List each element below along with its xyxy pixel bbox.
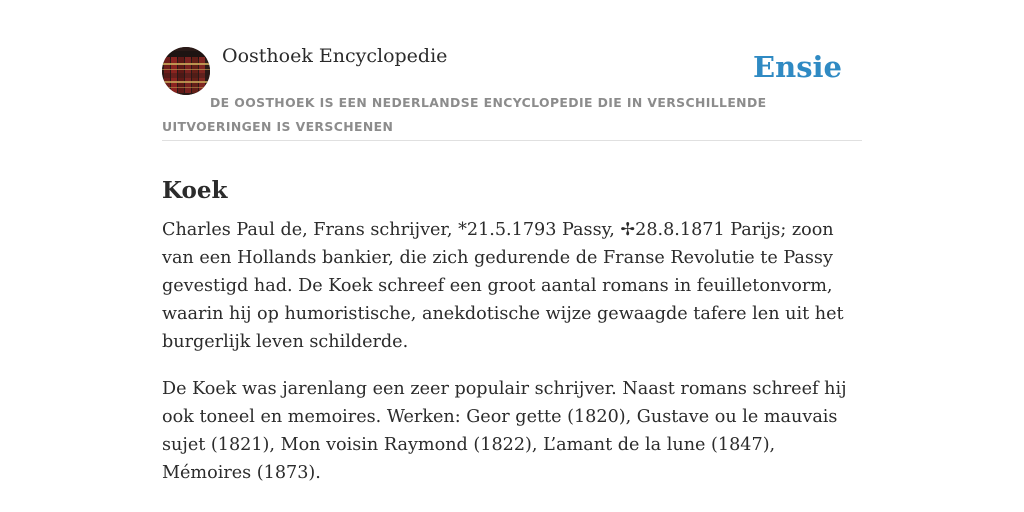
brand-logo[interactable]: Ensie (753, 50, 842, 84)
article-title: Koek (162, 177, 228, 205)
source-header (162, 44, 862, 141)
source-title-link[interactable]: Oosthoek Encyclopedie (222, 45, 448, 67)
article-body (162, 216, 868, 506)
source-tagline: DE OOSTHOEK IS EEN NEDERLANDSE ENCYCLOPEDIE DIE IN VERSCHILLENDE UITVOERINGEN IS VERSCHENEN (162, 95, 767, 134)
article-paragraph: Charles Paul de, Frans schrijver, *21.5.1793 Passy, ✢28.8.1871 Parijs; zoon van een Hollands bankier, die zich gedurende de Franse Revolutie te Passy gevestigd had. De Koek schreef een groot aantal romans in feuilletonvorm, waarin hij op humoristische, anekdotische wijze gewaagde tafere len uit het burgerlijk leven schilderde. (162, 220, 844, 352)
article-paragraph: De Koek was jarenlang een zeer populair schrijver. Naast romans schreef hij ook toneel en memoires. Werken: Geor gette (1820), Gustave ou le mauvais sujet (1821), Mon voisin Raymond (1822), L’amant de la lune (1847), Mémoires (1873). (162, 379, 847, 483)
encyclopedia-books-icon[interactable] (162, 47, 210, 95)
